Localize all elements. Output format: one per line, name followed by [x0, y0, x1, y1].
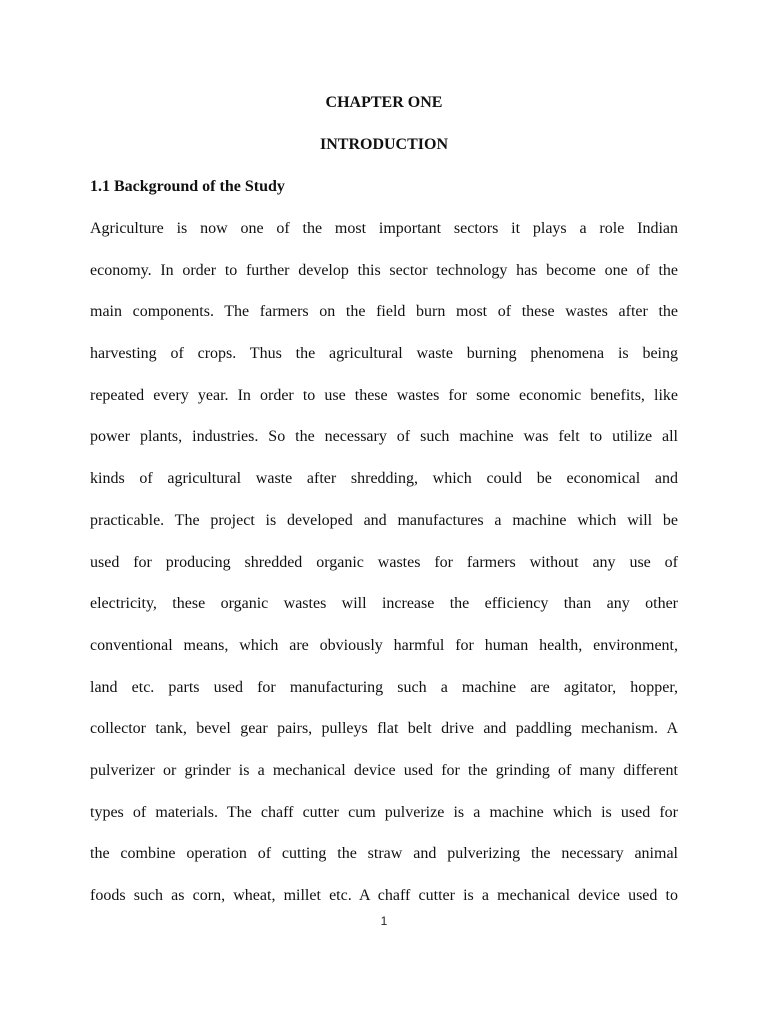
body-line: conventional means, which are obviously harmful for human health, environment,	[90, 636, 678, 654]
body-line: power plants, industries. So the necessary of such machine was felt to utilize all	[90, 428, 678, 446]
body-line: harvesting of crops. Thus the agricultural waste burning phenomena is being	[90, 345, 678, 363]
body-line: the combine operation of cutting the straw and pulverizing the necessary animal	[90, 845, 678, 863]
introduction-title: INTRODUCTION	[319, 136, 448, 153]
body-line: foods such as corn, wheat, millet etc. A chaff cutter is a mechanical device used to	[90, 887, 678, 904]
body-line: economy. In order to further develop this sector technology has become one of the	[90, 261, 678, 279]
body-line: Agriculture is now one of the most important sectors it plays a role Indian	[90, 220, 678, 237]
body-line: collector tank, bevel gear pairs, pulleys flat belt drive and paddling mechanism. A	[90, 720, 678, 738]
body-line: types of materials. The chaff cutter cum pulverize is a machine which is used for	[90, 803, 678, 821]
body-line: main components. The farmers on the field burn most of these wastes after the	[90, 303, 678, 321]
body-line: repeated every year. In order to use these wastes for some economic benefits, like	[90, 386, 678, 404]
section-heading: 1.1 Background of the Study	[90, 178, 285, 195]
body-line: land etc. parts used for manufacturing such a machine are agitator, hopper,	[90, 678, 678, 696]
body-line: used for producing shredded organic wastes for farmers without any use of	[90, 553, 678, 571]
body-line: pulverizer or grinder is a mechanical device used for the grinding of many different	[90, 761, 678, 779]
body-paragraph	[90, 217, 678, 926]
chapter-title: CHAPTER ONE	[325, 94, 443, 111]
page-number: 1	[380, 914, 388, 928]
body-line: electricity, these organic wastes will increase the efficiency than any other	[90, 595, 678, 613]
body-line: kinds of agricultural waste after shredding, which could be economical and	[90, 470, 678, 488]
body-line: practicable. The project is developed and manufactures a machine which will be	[90, 511, 678, 529]
